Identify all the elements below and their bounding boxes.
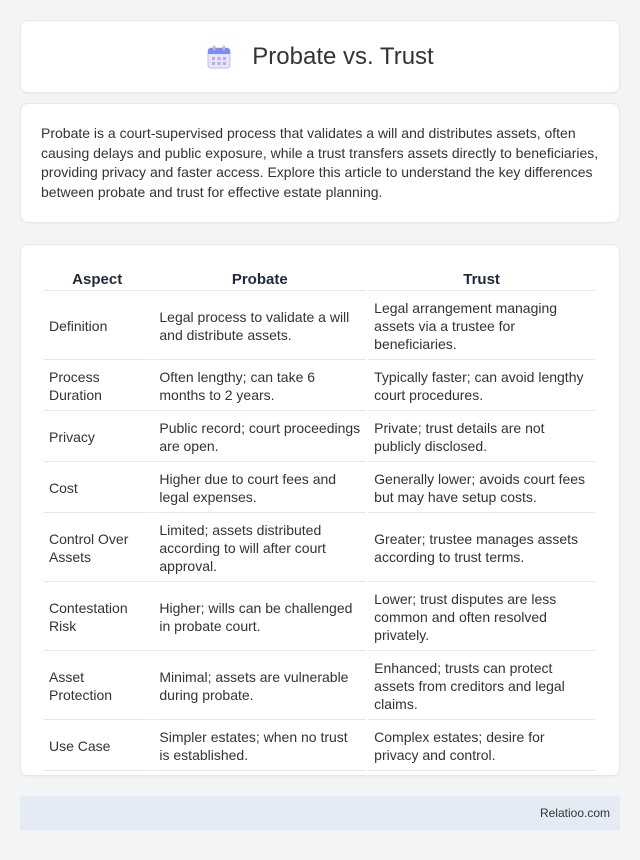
table-row (43, 413, 595, 462)
cell-aspect: Control Over Assets (43, 515, 151, 582)
cell-trust: Lower; trust disputes are less common and often resolved privately. (368, 584, 595, 651)
cell-aspect: Cost (43, 464, 151, 513)
cell-trust: Generally lower; avoids court fees but may have setup costs. (368, 464, 595, 513)
cell-probate: Limited; assets distributed according to will after court approval. (153, 515, 366, 582)
table-row (43, 722, 595, 771)
table-row (43, 362, 595, 411)
cell-probate: Simpler estates; when no trust is established. (153, 722, 366, 771)
cell-probate: Higher; wills can be challenged in probate court. (153, 584, 366, 651)
header-probate: Probate (153, 267, 366, 291)
footer-brand[interactable]: Relatioo.com (539, 806, 610, 820)
comparison-card (20, 244, 620, 776)
cell-aspect: Asset Protection (43, 653, 151, 720)
header-trust: Trust (368, 267, 595, 291)
cell-probate: Legal process to validate a will and distribute assets. (153, 293, 366, 360)
table-row (43, 584, 595, 651)
cell-trust: Legal arrangement managing assets via a trustee for beneficiaries. (368, 293, 595, 360)
calendar-icon (206, 44, 232, 70)
intro-card (20, 103, 620, 223)
page-title: Probate vs. Trust (252, 42, 434, 70)
cell-probate: Public record; court proceedings are open. (153, 413, 366, 462)
intro-paragraph: Probate is a court-supervised process that validates a will and distributes assets, often causing delays and public exposure, while a trust transfers assets directly to beneficiaries, providing privacy and faster access. Explore this article to understand the key differences between probate and trust for effective estate planning. (41, 125, 599, 200)
cell-aspect: Privacy (43, 413, 151, 462)
cell-aspect: Contestation Risk (43, 584, 151, 651)
cell-trust: Private; trust details are not publicly disclosed. (368, 413, 595, 462)
cell-trust: Complex estates; desire for privacy and control. (368, 722, 595, 771)
table-header-row (43, 267, 595, 291)
footer-bar (20, 796, 620, 830)
table-row (43, 464, 595, 513)
table-row (43, 653, 595, 720)
cell-probate: Higher due to court fees and legal expenses. (153, 464, 366, 513)
header-aspect: Aspect (43, 267, 151, 291)
cell-trust: Typically faster; can avoid lengthy court procedures. (368, 362, 595, 411)
table-row (43, 293, 595, 360)
cell-trust: Greater; trustee manages assets according to trust terms. (368, 515, 595, 582)
table-row (43, 515, 595, 582)
title-wrap (206, 43, 433, 71)
cell-trust: Enhanced; trusts can protect assets from creditors and legal claims. (368, 653, 595, 720)
cell-probate: Minimal; assets are vulnerable during probate. (153, 653, 366, 720)
cell-probate: Often lengthy; can take 6 months to 2 years. (153, 362, 366, 411)
cell-aspect: Definition (43, 293, 151, 360)
comparison-table (41, 265, 597, 773)
title-card (20, 20, 620, 93)
cell-aspect: Process Duration (43, 362, 151, 411)
cell-aspect: Use Case (43, 722, 151, 771)
